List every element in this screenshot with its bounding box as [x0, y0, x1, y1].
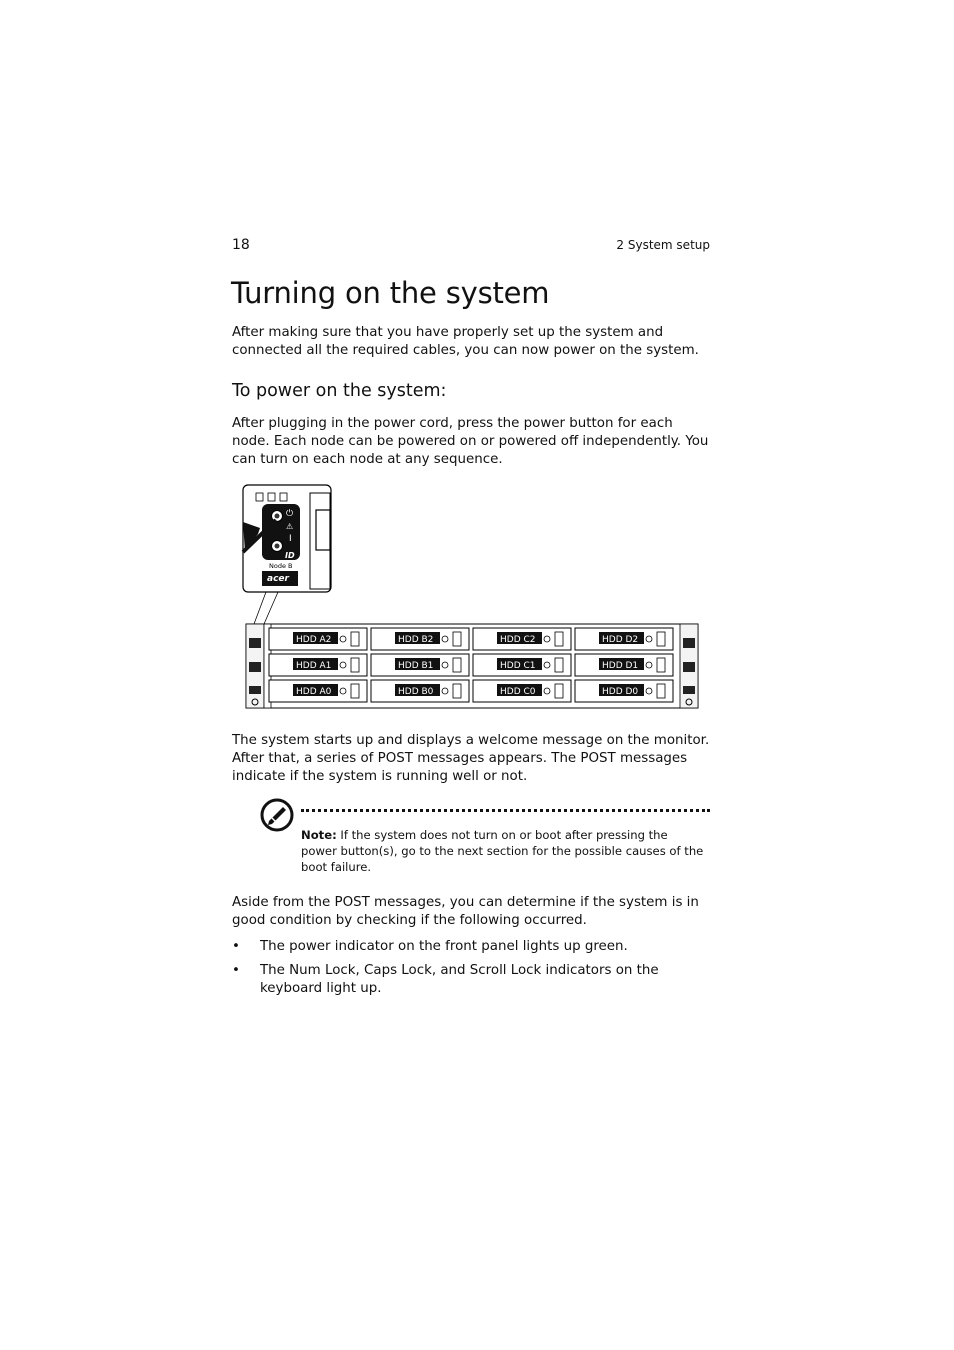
drive-label: HDD D0	[602, 687, 639, 697]
drive-label: HDD A0	[296, 687, 332, 697]
drive-label: HDD B2	[398, 635, 434, 645]
list-item: • The Num Lock, Caps Lock, and Scroll Lock indicators on the keyboard light up.	[232, 963, 659, 996]
svg-text:⏻: ⏻	[286, 509, 294, 519]
section-subheading: To power on the system:	[232, 381, 447, 401]
svg-text:I: I	[289, 534, 292, 544]
drive-label: HDD A1	[296, 661, 332, 671]
note-icon	[259, 797, 295, 833]
condition-list	[232, 938, 712, 1004]
drive-label: HDD A2	[296, 635, 332, 645]
power-on-instructions: After plugging in the power cord, press the power button for each node. Each node can be powered on or powered off independently. You can turn on each node at any sequence.	[232, 416, 709, 467]
acer-logo: acer	[267, 574, 289, 584]
after-figure-paragraph: The system starts up and displays a welcome message on the monitor. After that, a series of POST messages appears. The POST messages indicate if the system is running well or not.	[232, 733, 710, 784]
drive-label: HDD D2	[602, 635, 639, 645]
drive-label: HDD C1	[500, 661, 536, 671]
id-label: ID	[285, 551, 295, 560]
note-text: If the system does not turn on or boot after pressing the power button(s), go to the next section for the possible causes of the boot failure.	[301, 828, 704, 874]
node-label: Node B	[269, 562, 293, 570]
node-panel-closeup	[243, 485, 331, 624]
drive-label: HDD B0	[398, 687, 434, 697]
server-front-panel-figure	[240, 482, 706, 714]
drive-label: HDD C2	[500, 635, 536, 645]
aside-paragraph: Aside from the POST messages, you can determine if the system is in good condition by checking if the following occurred.	[232, 895, 699, 928]
svg-text:⚠: ⚠	[286, 522, 294, 531]
note-divider	[301, 809, 710, 812]
drive-label: HDD C0	[500, 687, 536, 697]
intro-paragraph: After making sure that you have properly set up the system and connected all the required cables, you can now power on the system.	[232, 325, 699, 358]
list-item: • The power indicator on the front panel lights up green.	[232, 939, 628, 954]
page-number: 18	[232, 237, 250, 253]
note-body	[301, 827, 706, 875]
page-title: Turning on the system	[231, 276, 550, 310]
drive-label: HDD D1	[602, 661, 639, 671]
bullet-icon: •	[232, 939, 240, 954]
drive-label: HDD B1	[398, 661, 434, 671]
note-label: Note:	[301, 828, 337, 842]
running-head: 2 System setup	[616, 238, 710, 252]
bullet-icon: •	[232, 963, 240, 978]
